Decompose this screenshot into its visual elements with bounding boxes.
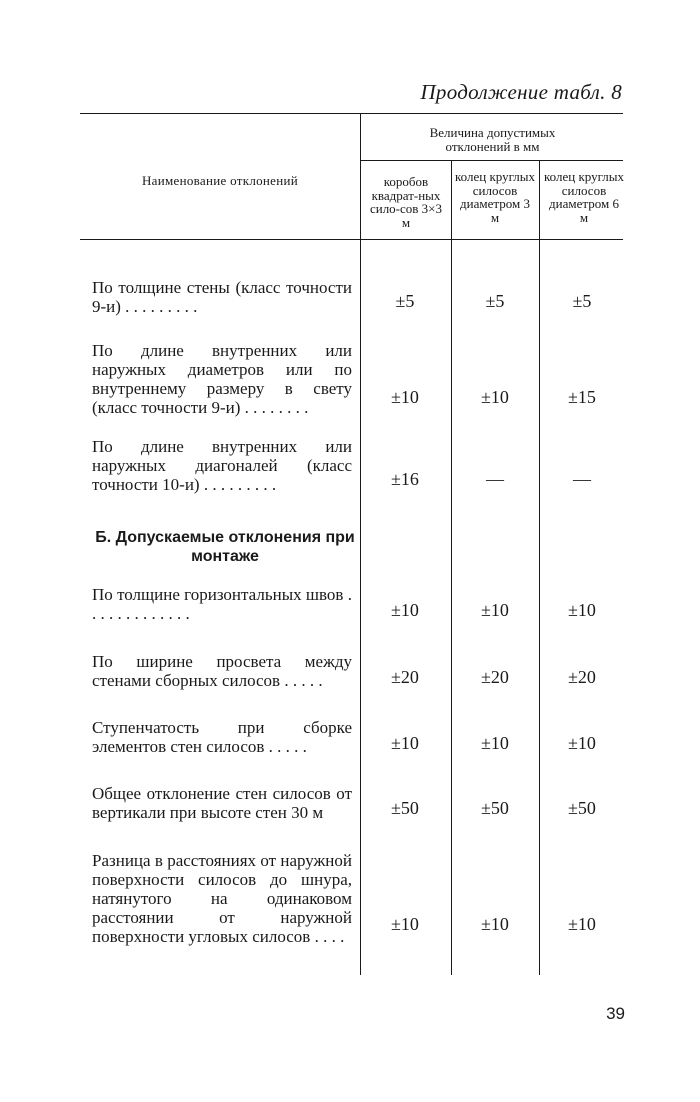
column-header-square-silos: коробов квадрат-ных сило-сов 3×3 м <box>369 174 443 230</box>
row-value: — <box>486 469 504 489</box>
row-value: ±5 <box>572 291 592 311</box>
row-value: ±10 <box>391 733 419 753</box>
name-column-header: Наименование отклонений <box>141 173 299 188</box>
row-value: ±50 <box>391 798 419 818</box>
row-value: ±50 <box>568 798 596 818</box>
section-heading-installation: Б. Допускаемые отклонения при монтаже <box>95 529 355 565</box>
row-value: ±20 <box>481 667 509 687</box>
row-value: ±20 <box>568 667 596 687</box>
group-column-header: Величина допустимых отклонений в мм <box>429 125 556 154</box>
row-value: ±10 <box>391 387 419 407</box>
row-value: ±50 <box>481 798 509 818</box>
row-value: ±10 <box>391 914 419 934</box>
row-name: Общее отклонение стен силосов от вертикали при высоте стен 30 м <box>92 784 352 822</box>
row-name: По длине внутренних или наружных диагоналей (класс точности 10-и) . . . . . . . . . <box>92 437 352 494</box>
row-value: ±16 <box>391 469 419 489</box>
row-name: По толщине горизонтальных швов . . . . . . . . . . . . . <box>92 585 352 623</box>
row-name: Ступенчатость при сборке элементов стен силосов . . . . . <box>92 718 352 756</box>
column-divider-2 <box>451 160 452 975</box>
group-header-rule <box>361 160 623 161</box>
column-header-round-6m: колец круглых силосов диаметром 6 м <box>544 169 624 225</box>
row-value: ±10 <box>568 600 596 620</box>
row-value: ±10 <box>568 733 596 753</box>
row-value: ±10 <box>481 600 509 620</box>
row-value: ±5 <box>395 291 415 311</box>
row-name: По ширине просвета между стенами сборных силосов . . . . . <box>92 652 352 690</box>
table-top-rule <box>80 113 623 114</box>
row-value: ±15 <box>568 387 596 407</box>
row-value: ±20 <box>391 667 419 687</box>
row-value: ±10 <box>481 914 509 934</box>
row-name: По длине внутренних или наружных диаметров или по внутреннему размеру в свету (класс точности 9-и) . . . . . . . . <box>92 341 352 417</box>
row-value: ±10 <box>481 733 509 753</box>
row-value: ±10 <box>568 914 596 934</box>
table-header-bottom-rule <box>80 239 623 240</box>
row-value: ±10 <box>391 600 419 620</box>
table-continuation-caption: Продолжение табл. 8 <box>420 80 622 104</box>
row-value: — <box>573 469 591 489</box>
row-name: По толщине стены (класс точности 9-и) . . . . . . . . . <box>92 278 352 316</box>
column-divider-3 <box>539 160 540 975</box>
row-name: Разница в расстояниях от наружной поверхности силосов до шнура, натянутого на одинаковом расстоянии от наружной поверхности угловых силосов . . . . <box>92 851 352 946</box>
page-number: 39 <box>606 1004 625 1023</box>
column-header-round-3m: колец круглых силосов диаметром 3 м <box>455 169 535 225</box>
row-value: ±10 <box>481 387 509 407</box>
row-value: ±5 <box>485 291 505 311</box>
